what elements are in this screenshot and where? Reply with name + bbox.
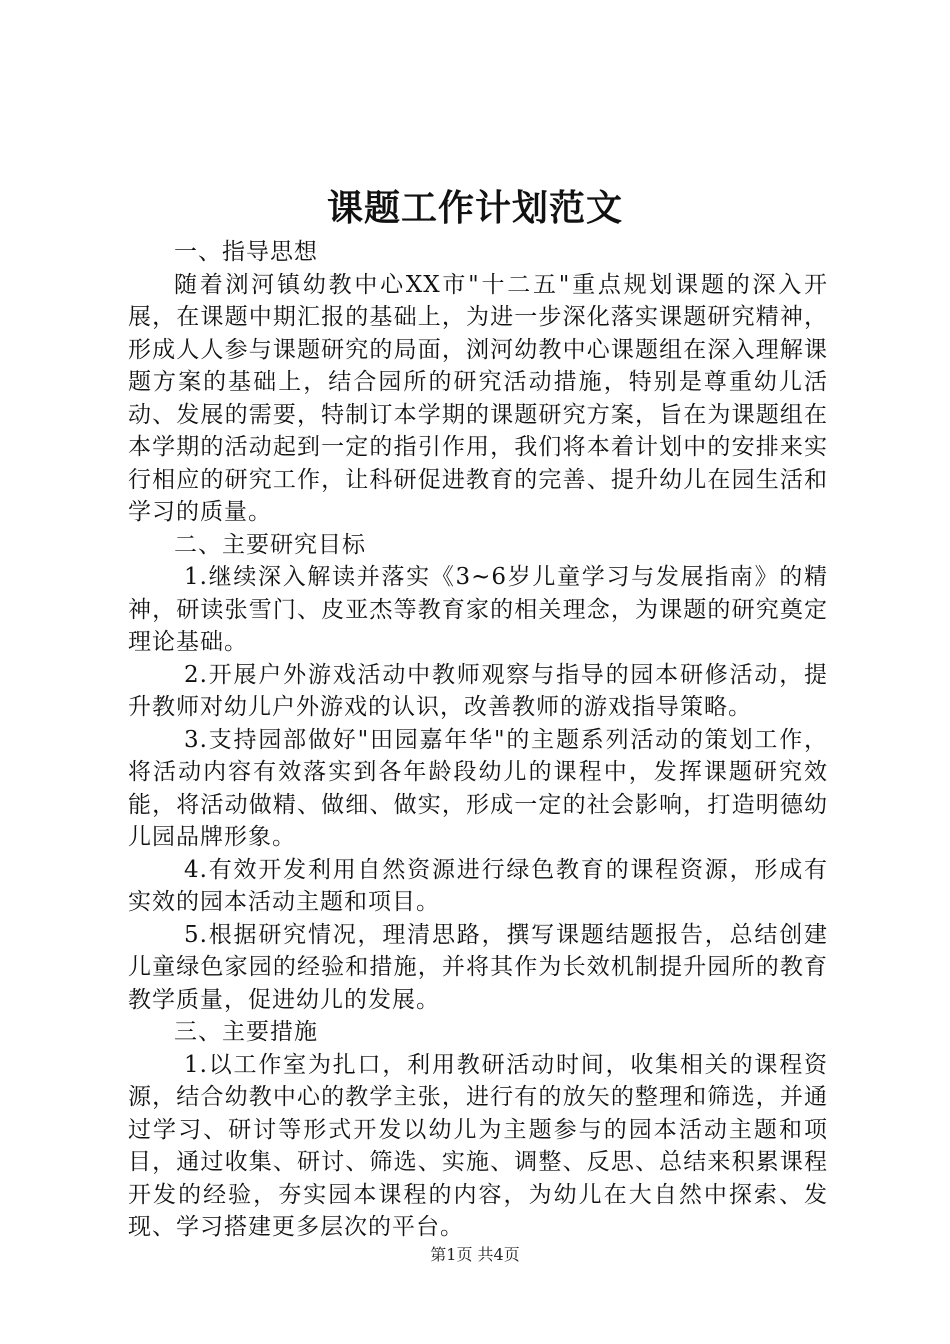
document-body [128,236,828,1244]
measure-item-1: 1.以工作室为扎口，利用教研活动时间，收集相关的课程资源，结合幼教中心的教学主张，进行有的放矢的整理和筛选，并通过学习、研讨等形式开发以幼儿为主题参与的园本活动主题和项目，通过收集、研讨、筛选、实施、调整、反思、总结来积累课程开发的经验，夯实园本课程的内容，为幼儿在大自然中探索、发现、学习搭建更多层次的平台。 [128,1051,828,1240]
section-heading-research-goals: 二、主要研究目标 [174,531,366,558]
goal-item-5: 5.根据研究情况，理清思路，撰写课题结题报告，总结创建儿童绿色家园的经验和措施，并将其作为长效机制提升园所的教育教学质量，促进幼儿的发展。 [128,921,828,1013]
document-title: 课题工作计划范文 [326,187,623,229]
page-footer: 第1页 共4页 [430,1245,520,1264]
goal-item-2: 2.开展户外游戏活动中教师观察与指导的园本研修活动，提升教师对幼儿户外游戏的认识，改善教师的游戏指导策略。 [128,661,828,720]
paragraph-guiding-ideology: 随着浏河镇幼教中心XX市"十二五"重点规划课题的深入开展，在课题中期汇报的基础上，为进一步深化落实课题研究精神，形成人人参与课题研究的局面，浏河幼教中心课题组在深入理解课题方案的基础上，结合园所的研究活动措施，特别是尊重幼儿活动、发展的需要，特制订本学期的课题研究方案，旨在为课题组在本学期的活动起到一定的指引作用，我们将本着计划中的安排来实行相应的研究工作，让科研促进教育的完善、提升幼儿在园生活和学习的质量。 [128,271,828,525]
goal-item-3: 3.支持园部做好"田园嘉年华"的主题系列活动的策划工作，将活动内容有效落实到各年龄段幼儿的课程中，发挥课题研究效能，将活动做精、做细、做实，形成一定的社会影响，打造明德幼儿园品牌形象。 [128,726,828,850]
section-heading-guiding-ideology: 一、指导思想 [174,239,318,265]
goal-item-1: 1.继续深入解读并落实《3~6岁儿童学习与发展指南》的精神，研读张雪门、皮亚杰等教育家的相关理念，为课题的研究奠定理论基础。 [128,564,828,655]
section-heading-measures: 三、主要措施 [174,1019,318,1045]
goal-item-4: 4.有效开发利用自然资源进行绿色教育的课程资源，形成有实效的园本活动主题和项目。 [128,856,828,915]
